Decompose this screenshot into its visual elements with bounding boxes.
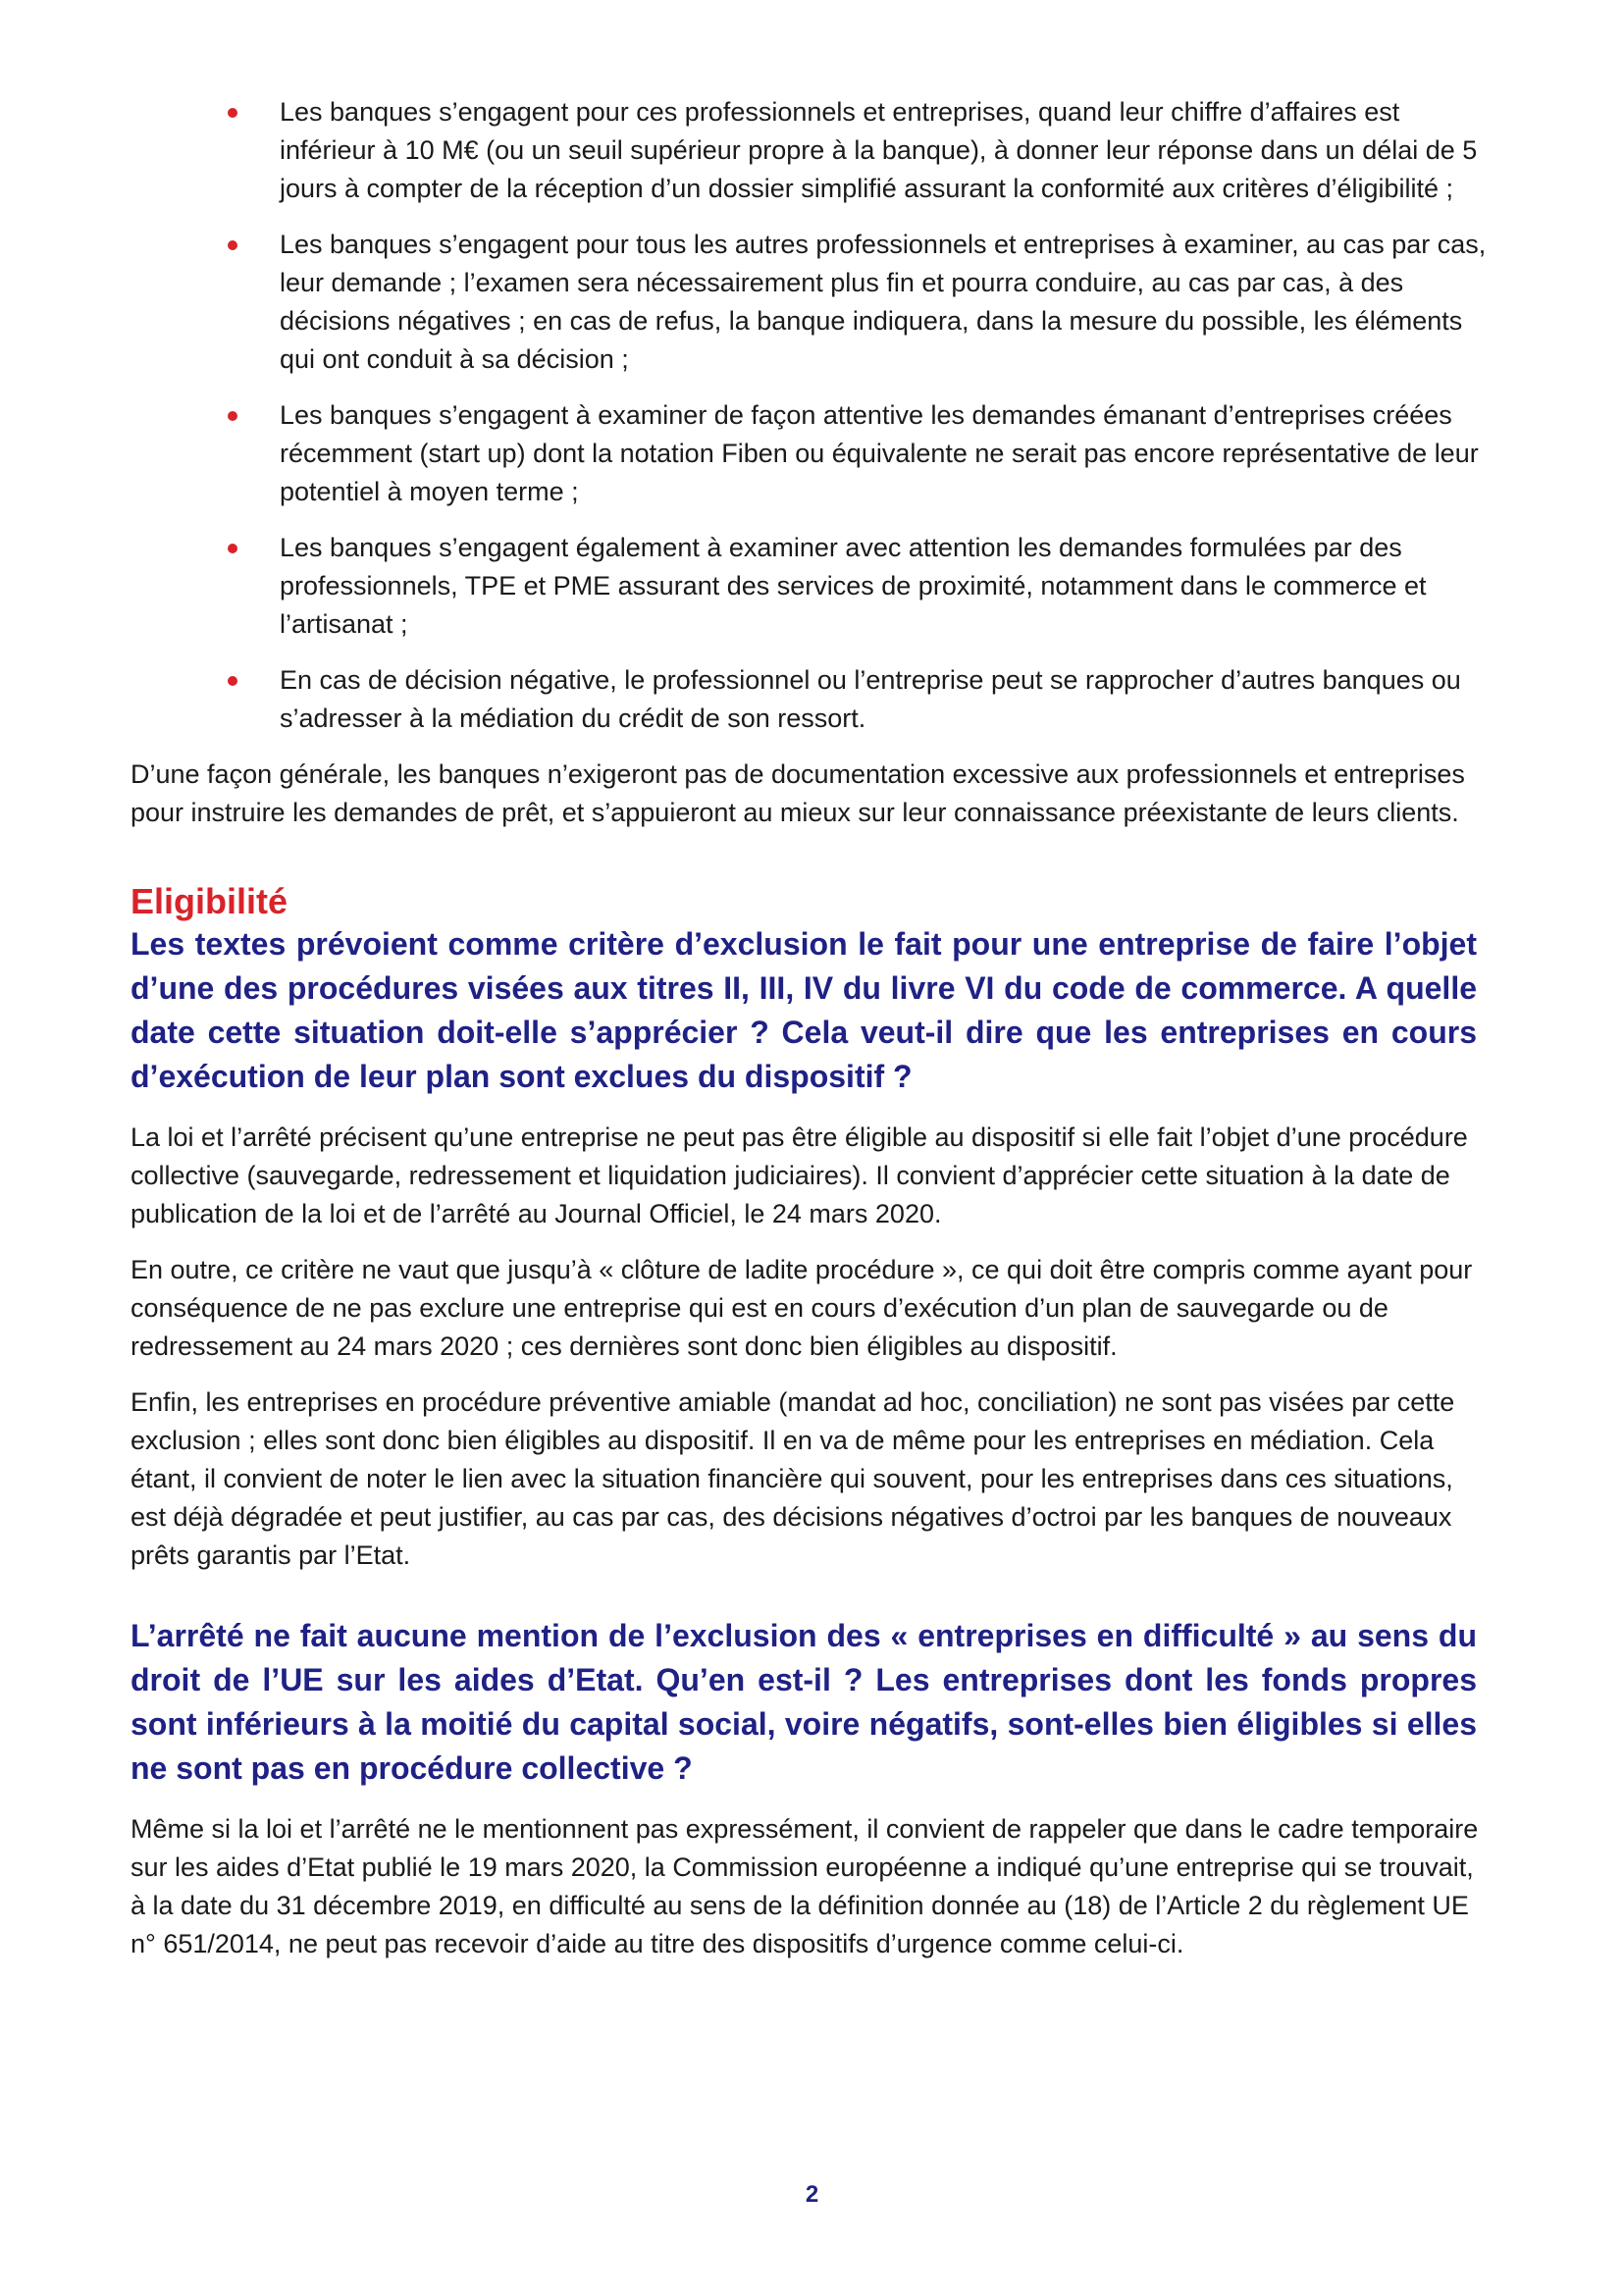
bullet-item	[131, 529, 1494, 644]
bullet-dot-icon	[228, 108, 237, 118]
answer-1-paragraph-2: En outre, ce critère ne vaut que jusqu’à « clôture de ladite procédure », ce qui doit être compris comme ayant pour conséquence de ne pas exclure une entreprise qui est en cours d’exécution d’un plan de sauvegarde ou de redressement au 24 mars 2020 ; ces dernières sont donc bien éligibles au dispositif.	[131, 1255, 1473, 1361]
bullet-list	[131, 93, 1494, 738]
question-1: Les textes prévoient comme critère d’exclusion le fait pour une entreprise de faire l’objet d’une des procédures visées aux titres II, III, IV du livre VI du code de commerce. A quelle date cette situation doit-elle s’apprécier ? Cela veut-il dire que les entreprises en cours d’exécution de leur plan sont exclues du dispositif ?	[131, 926, 1477, 1094]
bullet-dot-icon	[228, 676, 237, 686]
bullet-dot-icon	[228, 544, 237, 553]
section-title: Eligibilité	[131, 881, 288, 921]
bullet-text: Les banques s’engagent pour tous les autres professionnels et entreprises à examiner, au cas par cas, leur demande ; l’examen sera nécessairement plus fin et pourra conduire, au cas par cas, à des décisions négatives ; en cas de refus, la banque indiquera, dans la mesure du possible, les éléments qui ont conduit à sa décision ;	[280, 230, 1487, 374]
bullet-text: En cas de décision négative, le professionnel ou l’entreprise peut se rapprocher d’autres banques ou s’adresser à la médiation du crédit de son ressort.	[280, 665, 1461, 733]
document-page	[131, 93, 1494, 1981]
answer-2-paragraph: Même si la loi et l’arrêté ne le mentionnent pas expressément, il convient de rappeler que dans le cadre temporaire sur les aides d’Etat publié le 19 mars 2020, la Commission européenne a indiqué qu’une entreprise qui se trouvait, à la date du 31 décembre 2019, en difficulté au sens de la définition donnée au (18) de l’Article 2 du règlement UE n° 651/2014, ne peut pas recevoir d’aide au titre des dispositifs d’urgence comme celui-ci.	[131, 1814, 1479, 1958]
answer-1-paragraph-3: Enfin, les entreprises en procédure préventive amiable (mandat ad hoc, conciliation) ne sont pas visées par cette exclusion ; elles sont donc bien éligibles au dispositif. Il en va de même pour les entreprises en médiation. Cela étant, il convient de noter le lien avec la situation financière qui souvent, pour les entreprises dans ces situations, est déjà dégradée et peut justifier, au cas par cas, des décisions négatives d’octroi par les banques de nouveaux prêts garantis par l’Etat.	[131, 1387, 1455, 1570]
intro-paragraph: D’une façon générale, les banques n’exigeront pas de documentation excessive aux professionnels et entreprises pour instruire les demandes de prêt, et s’appuieront au mieux sur leur connaissance préexistante de leurs clients.	[131, 759, 1465, 827]
bullet-dot-icon	[228, 411, 237, 421]
bullet-item	[131, 661, 1494, 738]
answer-1-paragraph-1: La loi et l’arrêté précisent qu’une entreprise ne peut pas être éligible au dispositif si elle fait l’objet d’une procédure collective (sauvegarde, redressement et liquidation judiciaires). Il convient d’apprécier cette situation à la date de publication de la loi et de l’arrêté au Journal Officiel, le 24 mars 2020.	[131, 1122, 1468, 1228]
bullet-text: Les banques s’engagent pour ces professionnels et entreprises, quand leur chiffre d’affaires est inférieur à 10 M€ (ou un seuil supérieur propre à la banque), à donner leur réponse dans un délai de 5 jours à compter de la réception d’un dossier simplifié assurant la conformité aux critères d’éligibilité ;	[280, 97, 1478, 203]
bullet-text: Les banques s’engagent également à examiner avec attention les demandes formulées par des professionnels, TPE et PME assurant des services de proximité, notamment dans le commerce et l’artisanat ;	[280, 533, 1427, 639]
bullet-item	[131, 226, 1494, 379]
bullet-text: Les banques s’engagent à examiner de façon attentive les demandes émanant d’entreprises créées récemment (start up) dont la notation Fiben ou équivalente ne serait pas encore représentative de leur potentiel à moyen terme ;	[280, 400, 1479, 506]
bullet-item	[131, 93, 1494, 208]
question-2: L’arrêté ne fait aucune mention de l’exclusion des « entreprises en difficulté » au sens du droit de l’UE sur les aides d’Etat. Qu’en est-il ? Les entreprises dont les fonds propres sont inférieurs à la moitié du capital social, voire négatifs, sont-elles bien éligibles si elles ne sont pas en procédure collective ?	[131, 1618, 1477, 1786]
page-number: 2	[805, 2181, 819, 2208]
bullet-item	[131, 396, 1494, 511]
bullet-dot-icon	[228, 240, 237, 250]
